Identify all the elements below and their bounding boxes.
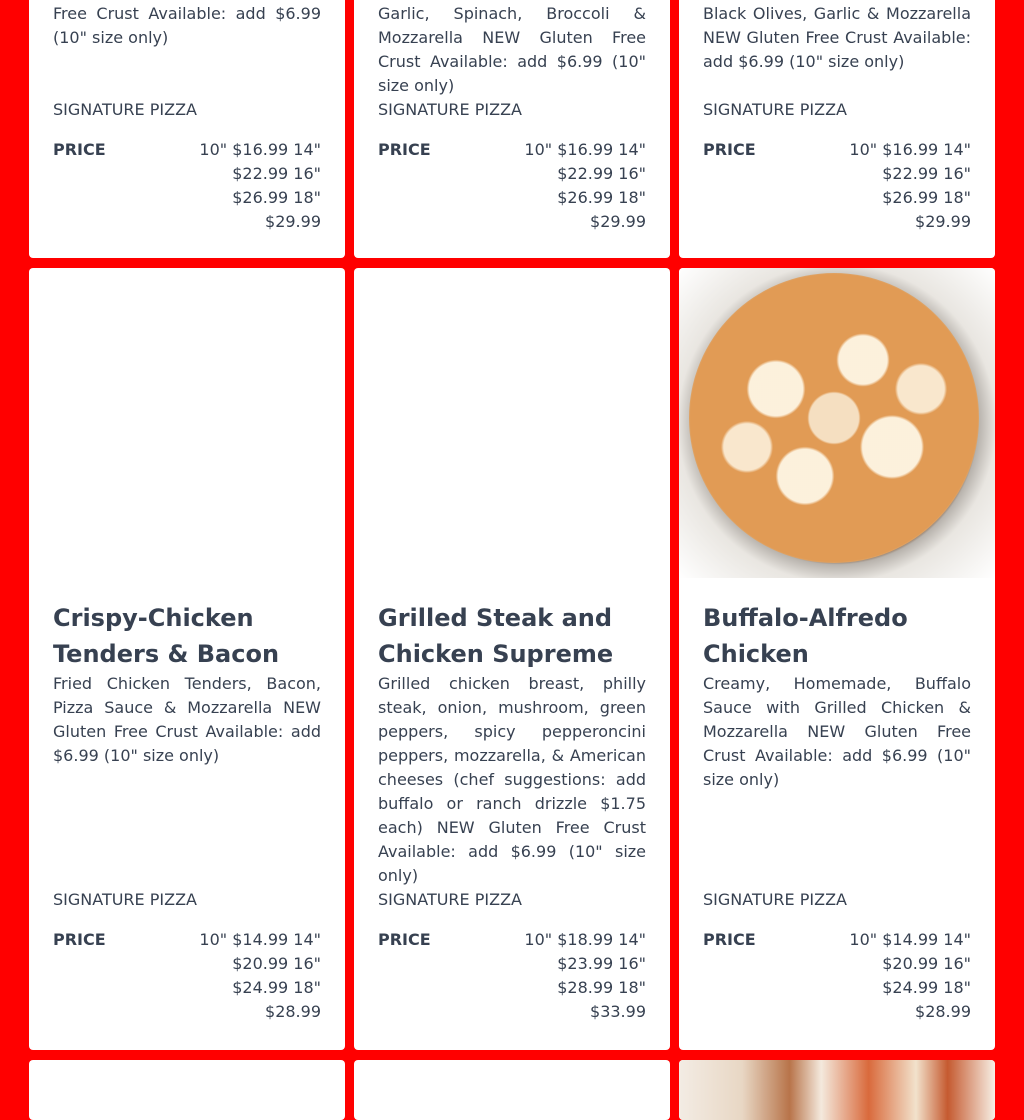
price-row: [703, 928, 971, 1024]
price-row: [378, 928, 646, 1024]
menu-card-9[interactable]: [679, 1060, 995, 1120]
price-value: 10" $14.99 14" $20.99 16" $24.99 18" $28.99: [849, 930, 971, 1021]
item-title: Buffalo-Alfredo Chicken: [703, 604, 908, 668]
price-label: PRICE: [703, 140, 756, 159]
item-description: Garlic, Spinach, Broccoli & Mozzarella NEW Gluten Free Crust Available: add $6.99 (10" size only): [378, 4, 646, 95]
menu-card-8[interactable]: [354, 1060, 670, 1120]
item-category: SIGNATURE PIZZA: [378, 890, 522, 909]
pizza-image: [679, 268, 995, 578]
price-row: [378, 138, 646, 234]
menu-card-2[interactable]: [354, 0, 670, 258]
menu-card-1[interactable]: [29, 0, 345, 258]
menu-card-grilled-steak[interactable]: [354, 268, 670, 1050]
item-image-placeholder: [29, 268, 345, 578]
price-value: 10" $16.99 14" $22.99 16" $26.99 18" $29.99: [199, 140, 321, 231]
pizza-photo: [679, 268, 995, 578]
item-category: SIGNATURE PIZZA: [378, 100, 522, 119]
price-value: 10" $18.99 14" $23.99 16" $28.99 18" $33.99: [524, 930, 646, 1021]
item-title: Grilled Steak and Chicken Supreme: [378, 604, 614, 668]
item-category: SIGNATURE PIZZA: [53, 100, 197, 119]
price-label: PRICE: [53, 930, 106, 949]
price-label: PRICE: [378, 140, 431, 159]
price-row: [53, 928, 321, 1024]
price-value: 10" $16.99 14" $22.99 16" $26.99 18" $29.99: [849, 140, 971, 231]
price-label: PRICE: [378, 930, 431, 949]
menu-card-crispy-chicken[interactable]: [29, 268, 345, 1050]
item-image-placeholder: [354, 268, 670, 578]
item-title: Crispy-Chicken Tenders & Bacon: [53, 604, 280, 668]
menu-card-7[interactable]: [29, 1060, 345, 1120]
item-description: Free Crust Available: add $6.99 (10" size only): [53, 4, 321, 47]
price-row: [703, 138, 971, 234]
price-value: 10" $14.99 14" $20.99 16" $24.99 18" $28.99: [199, 930, 321, 1021]
price-value: 10" $16.99 14" $22.99 16" $26.99 18" $29.99: [524, 140, 646, 231]
menu-card-3[interactable]: [679, 0, 995, 258]
item-description: Black Olives, Garlic & Mozzarella NEW Gluten Free Crust Available: add $6.99 (10" size only): [703, 4, 971, 71]
menu-card-buffalo-alfredo[interactable]: [679, 268, 995, 1050]
price-label: PRICE: [53, 140, 106, 159]
price-label: PRICE: [703, 930, 756, 949]
item-description: Fried Chicken Tenders, Bacon, Pizza Sauce & Mozzarella NEW Gluten Free Crust Available: add $6.99 (10" size only): [53, 674, 321, 765]
item-category: SIGNATURE PIZZA: [703, 890, 847, 909]
price-row: [53, 138, 321, 234]
pizza-photo: [679, 1060, 995, 1120]
item-category: SIGNATURE PIZZA: [703, 100, 847, 119]
item-category: SIGNATURE PIZZA: [53, 890, 197, 909]
item-description: Creamy, Homemade, Buffalo Sauce with Grilled Chicken & Mozzarella NEW Gluten Free Crust Available: add $6.99 (10" size only): [703, 674, 971, 789]
item-description: Grilled chicken breast, philly steak, onion, mushroom, green peppers, spicy pepperoncini peppers, mozzarella, & American cheeses (chef suggestions: add buffalo or ranch drizzle $1.75 each) NEW Gluten Free Crust Available: add $6.99 (10" size only): [378, 674, 646, 885]
